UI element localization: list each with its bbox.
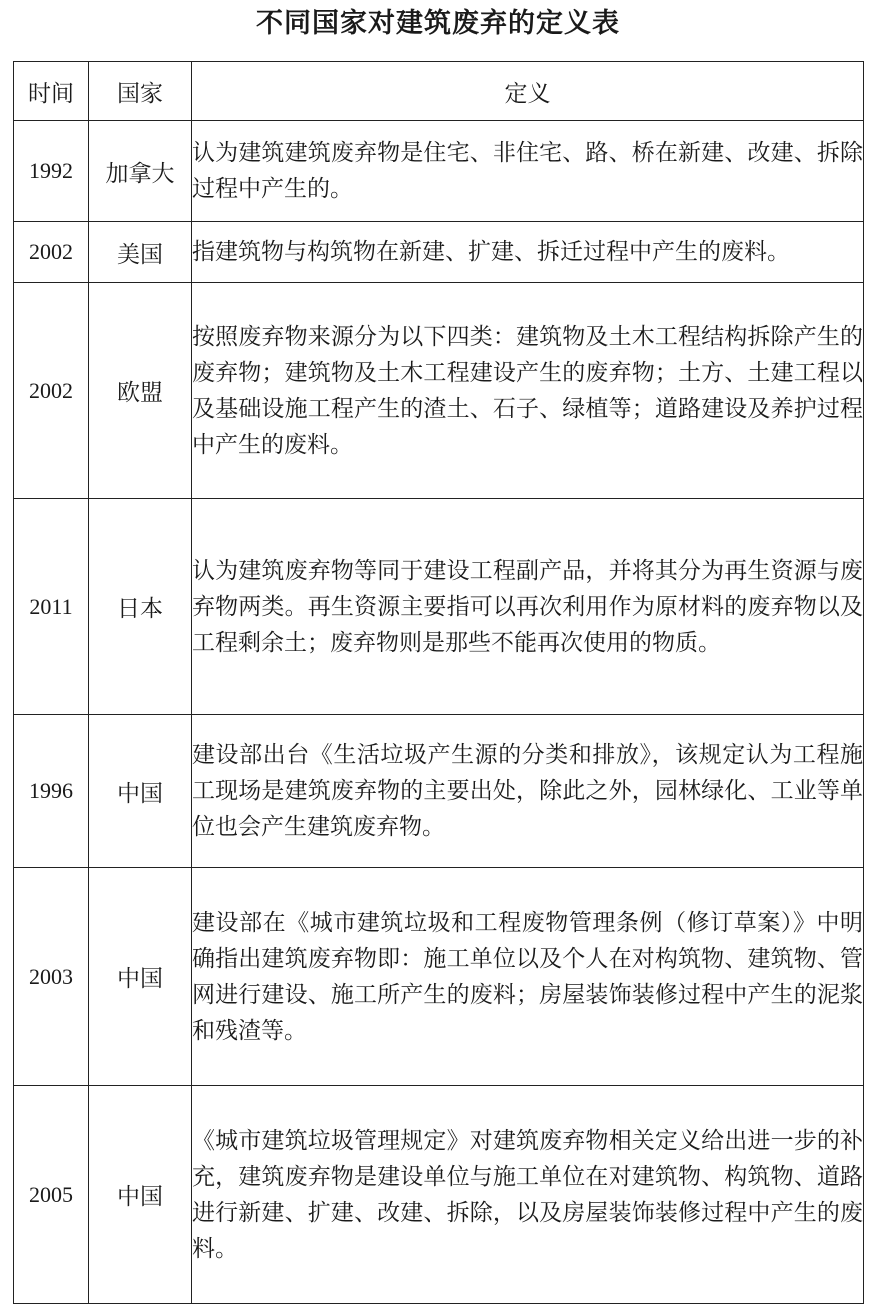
year-cell: 1992: [14, 121, 89, 222]
country-cell: 中国: [89, 868, 192, 1086]
country-cell: 日本: [89, 499, 192, 715]
table-row: [14, 715, 864, 868]
definition-cell: 建设部在《城市建筑垃圾和工程废物管理条例（修订草案）》中明确指出建筑废弃物即：施工单位以及个人在对构筑物、建筑物、管网进行建设、施工所产生的废料；房屋装饰装修过程中产生的泥浆和残渣等。: [192, 868, 864, 1086]
table-row: [14, 1086, 864, 1304]
year-cell: 2005: [14, 1086, 89, 1304]
definition-cell: 认为建筑建筑废弃物是住宅、非住宅、路、桥在新建、改建、拆除过程中产生的。: [192, 121, 864, 222]
definition-cell: 认为建筑废弃物等同于建设工程副产品，并将其分为再生资源与废弃物两类。再生资源主要指可以再次利用作为原材料的废弃物以及工程剩余土；废弃物则是那些不能再次使用的物质。: [192, 499, 864, 715]
definitions-table: [13, 61, 864, 1304]
country-cell: 中国: [89, 1086, 192, 1304]
definition-cell: 指建筑物与构筑物在新建、扩建、拆迁过程中产生的废料。: [192, 222, 864, 283]
table-row: [14, 222, 864, 283]
header-time: 时间: [14, 62, 89, 121]
year-cell: 1996: [14, 715, 89, 868]
definition-cell: 《城市建筑垃圾管理规定》对建筑废弃物相关定义给出进一步的补充，建筑废弃物是建设单位与施工单位在对建筑物、构筑物、道路进行新建、扩建、改建、拆除，以及房屋装饰装修过程中产生的废料。: [192, 1086, 864, 1304]
table-row: [14, 283, 864, 499]
header-row: [14, 62, 864, 121]
year-cell: 2002: [14, 283, 89, 499]
table-row: [14, 121, 864, 222]
table-row: [14, 499, 864, 715]
year-cell: 2011: [14, 499, 89, 715]
year-cell: 2002: [14, 222, 89, 283]
header-definition: 定义: [192, 62, 864, 121]
country-cell: 欧盟: [89, 283, 192, 499]
country-cell: 加拿大: [89, 121, 192, 222]
header-country: 国家: [89, 62, 192, 121]
table-row: [14, 868, 864, 1086]
table-title: 不同国家对建筑废弃的定义表: [256, 8, 620, 39]
year-cell: 2003: [14, 868, 89, 1086]
country-cell: 中国: [89, 715, 192, 868]
country-cell: 美国: [89, 222, 192, 283]
definition-cell: 按照废弃物来源分为以下四类：建筑物及土木工程结构拆除产生的废弃物；建筑物及土木工程建设产生的废弃物；土方、土建工程以及基础设施工程产生的渣土、石子、绿植等；道路建设及养护过程中产生的废料。: [192, 283, 864, 499]
definition-cell: 建设部出台《生活垃圾产生源的分类和排放》，该规定认为工程施工现场是建筑废弃物的主要出处，除此之外，园林绿化、工业等单位也会产生建筑废弃物。: [192, 715, 864, 868]
